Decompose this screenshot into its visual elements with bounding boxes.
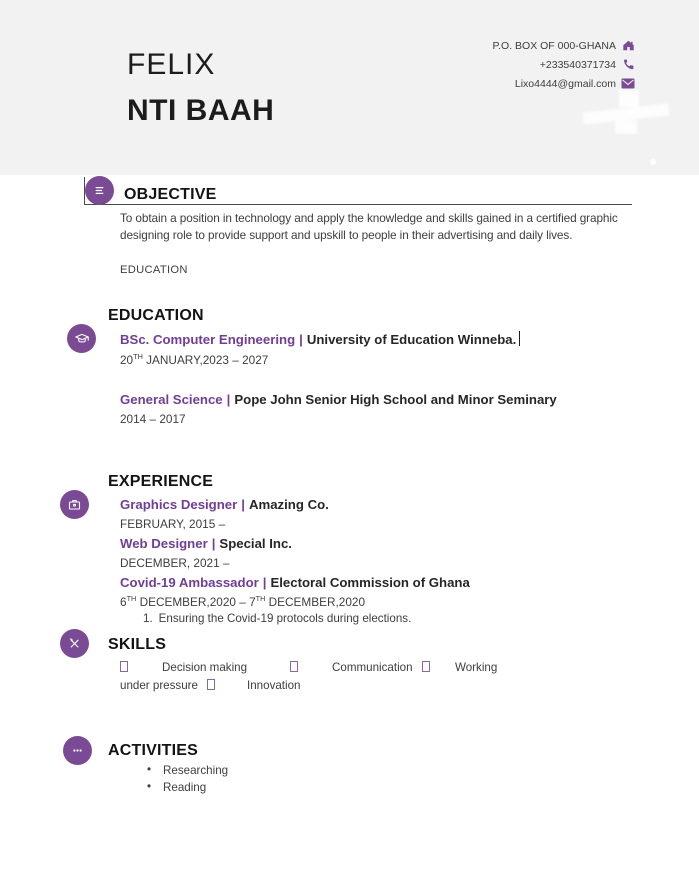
missing-glyph-box <box>120 661 128 672</box>
company-name: Special Inc. <box>219 536 292 551</box>
date-text: DECEMBER,2020 – 7 <box>136 594 256 609</box>
education-entry <box>120 331 520 347</box>
separator: | <box>211 536 216 551</box>
watermark-dot <box>650 159 656 165</box>
date-ordinal: TH <box>126 594 137 603</box>
first-name: FELIX <box>127 48 216 81</box>
menu-icon <box>92 183 107 198</box>
phone-text: +233540371734 <box>539 58 616 71</box>
separator: | <box>299 332 303 347</box>
activity-label: Reading <box>163 781 207 794</box>
list-number: 1. <box>143 612 153 625</box>
company-name: Electoral Commission of Ghana <box>270 575 470 590</box>
missing-glyph-box <box>422 661 430 672</box>
bullet: • <box>147 763 152 776</box>
experience-item-dates <box>120 594 365 609</box>
contact-block <box>492 36 635 93</box>
skills-heading: SKILLS <box>108 636 167 653</box>
date-ordinal: TH <box>255 594 266 603</box>
skill-label: Decision making <box>162 661 248 674</box>
skill-label: Innovation <box>247 679 301 692</box>
experience-item <box>120 575 470 590</box>
phone-icon <box>621 58 635 72</box>
separator: | <box>262 575 267 590</box>
experience-duty-item <box>143 612 411 625</box>
skills-line-2 <box>120 679 600 697</box>
separator: | <box>241 497 245 512</box>
graduation-cap-icon <box>74 331 90 346</box>
missing-glyph-box <box>207 679 215 690</box>
program-name: General Science <box>120 392 223 407</box>
experience-item <box>120 536 292 551</box>
skill-label: under pressure <box>120 679 198 692</box>
experience-item-dates: FEBRUARY, 2015 – <box>120 517 226 531</box>
objective-underline-rule <box>84 204 632 205</box>
institution-name: University of Education Winneba. <box>306 332 517 347</box>
institution-name: Pope John Senior High School and Minor Seminary <box>234 392 557 407</box>
bullet: • <box>147 780 152 793</box>
objective-body: To obtain a position in technology and apply the knowledge and skills gained in a certified graphic designing role to provide support and upskill to people in their advertising and daily lives. <box>120 211 618 242</box>
activities-section-icon <box>63 736 92 765</box>
experience-section-icon <box>60 490 89 519</box>
text-cursor <box>519 331 520 346</box>
stray-education-label: EDUCATION <box>120 264 188 276</box>
education-heading: EDUCATION <box>108 307 204 324</box>
date-text: 6 <box>120 594 127 609</box>
date-text: 20 <box>120 352 134 367</box>
contact-phone <box>492 55 635 74</box>
role-name: Graphics Designer <box>120 497 238 512</box>
experience-item <box>120 497 329 512</box>
ellipsis-icon <box>70 743 85 758</box>
date-text: DECEMBER,2020 <box>265 594 366 609</box>
role-name: Web Designer <box>120 536 208 551</box>
experience-heading: EXPERIENCE <box>108 473 214 490</box>
address-text: P.O. BOX OF 000-GHANA <box>492 39 616 52</box>
skills-line-1 <box>120 661 600 679</box>
company-name: Amazing Co. <box>248 497 329 512</box>
briefcase-icon <box>67 497 82 512</box>
last-name: NTI BAAH <box>127 94 275 127</box>
experience-item-dates: DECEMBER, 2021 – <box>120 556 230 570</box>
date-ordinal: TH <box>133 352 143 361</box>
home-icon <box>621 39 635 53</box>
education-section-icon <box>67 324 96 353</box>
skill-label: Communication <box>332 661 413 674</box>
education-entry-dates: 2014 – 2017 <box>120 412 186 426</box>
objective-heading: OBJECTIVE <box>124 186 217 203</box>
objective-section-icon <box>85 176 114 205</box>
contact-address <box>492 36 635 55</box>
program-name: BSc. Computer Engineering <box>120 332 296 347</box>
activities-heading: ACTIVITIES <box>108 742 199 759</box>
duty-text: Ensuring the Covid-19 protocols during elections. <box>158 612 412 625</box>
separator: | <box>226 392 231 407</box>
header-band <box>0 0 699 175</box>
missing-glyph-box <box>290 661 298 672</box>
name-block <box>127 42 274 134</box>
activity-label: Researching <box>163 764 229 777</box>
education-entry <box>120 392 557 407</box>
email-text: Lixo4444@gmail.com <box>514 77 616 90</box>
skills-section-icon <box>60 629 89 658</box>
crossed-tools-icon <box>67 636 82 651</box>
date-text: JANUARY,2023 – 2027 <box>142 352 269 367</box>
role-name: Covid-19 Ambassador <box>120 575 259 590</box>
skill-label: Working <box>455 661 498 674</box>
graduation-cap-watermark <box>583 86 673 146</box>
education-entry-dates <box>120 352 268 367</box>
